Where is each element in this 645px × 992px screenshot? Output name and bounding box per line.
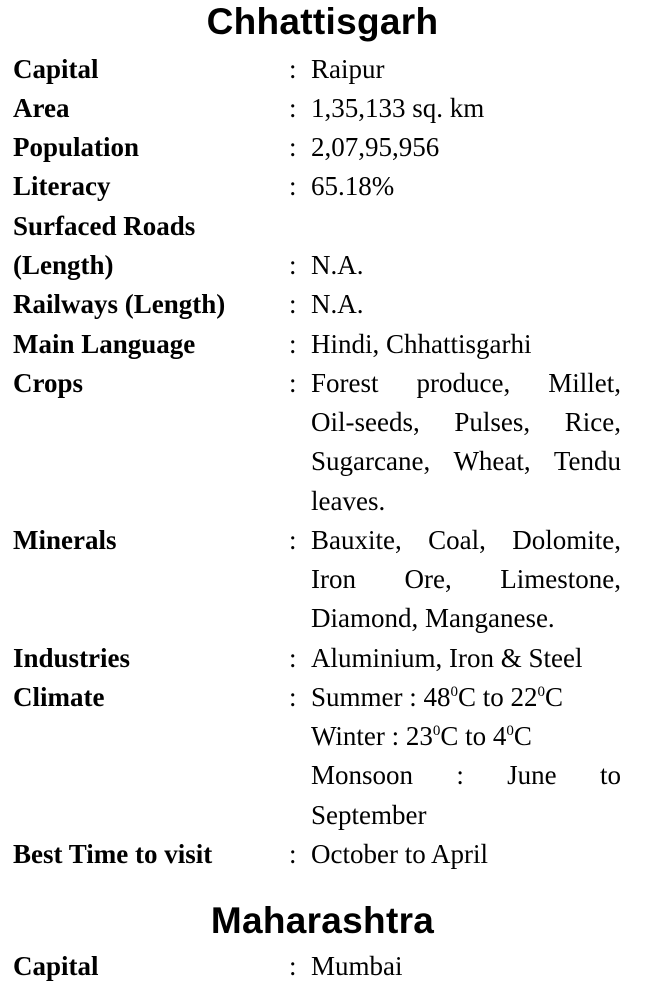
label-best-time: Best Time to visit bbox=[13, 839, 213, 869]
value-capital: Raipur bbox=[311, 54, 385, 84]
climate-summer: Summer : $48^0C$ to $22^0C$ bbox=[311, 682, 564, 712]
value-surfaced-roads: N.A. bbox=[311, 250, 364, 280]
label-minerals: Minerals bbox=[13, 525, 117, 555]
colon-separator: : bbox=[289, 839, 297, 869]
label-capital: Capital bbox=[13, 951, 99, 981]
label-literacy: Literacy bbox=[13, 171, 111, 201]
value-crops bbox=[311, 364, 621, 521]
crops-line: leaves. bbox=[311, 485, 386, 516]
value-minerals bbox=[311, 521, 621, 639]
value-climate bbox=[311, 678, 621, 835]
value-main-language: Hindi, Chhattisgarhi bbox=[311, 329, 532, 359]
label-population: Population bbox=[13, 132, 140, 162]
colon-separator: : bbox=[289, 643, 297, 673]
label-surfaced-roads-length: (Length) bbox=[13, 250, 114, 280]
colon-separator: : bbox=[289, 132, 297, 162]
colon-separator: : bbox=[289, 525, 297, 555]
label-capital: Capital bbox=[13, 54, 99, 84]
state-title-chhattisgarh: Chhattisgarh bbox=[206, 1, 439, 42]
colon-separator: : bbox=[289, 93, 297, 123]
value-area: 1,35,133 sq. km bbox=[311, 93, 485, 123]
crops-line: Oil-seeds, Pulses, Rice, bbox=[311, 407, 621, 438]
colon-separator: : bbox=[289, 951, 297, 981]
colon-separator: : bbox=[289, 329, 297, 359]
label-surfaced-roads: Surfaced Roads bbox=[13, 211, 196, 241]
minerals-line: Bauxite, Coal, Dolomite, bbox=[311, 525, 621, 555]
climate-winter: Winter : $23^0C$ to $4^0C$ bbox=[311, 721, 532, 752]
colon-separator: : bbox=[289, 54, 297, 84]
colon-separator: : bbox=[289, 171, 297, 201]
minerals-line: Diamond, Manganese. bbox=[311, 603, 555, 634]
value-population: 2,07,95,956 bbox=[311, 132, 440, 162]
label-area: Area bbox=[13, 93, 70, 123]
crops-line: Forest produce, Millet, bbox=[311, 368, 621, 398]
value-railways: N.A. bbox=[311, 289, 364, 319]
state-title-maharashtra: Maharashtra bbox=[210, 900, 435, 941]
colon-separator: : bbox=[289, 289, 297, 319]
label-railways: Railways (Length) bbox=[13, 289, 226, 319]
label-industries: Industries bbox=[13, 643, 131, 673]
label-main-language: Main Language bbox=[13, 329, 196, 359]
value-capital: Mumbai bbox=[311, 951, 403, 981]
value-industries: Aluminium, Iron & Steel bbox=[311, 643, 583, 673]
climate-monsoon-cont: September bbox=[311, 799, 427, 830]
minerals-line: Iron Ore, Limestone, bbox=[311, 564, 621, 595]
crops-line: Sugarcane, Wheat, Tendu bbox=[311, 446, 621, 477]
climate-monsoon: Monsoon : June to bbox=[311, 760, 621, 791]
label-climate: Climate bbox=[13, 682, 105, 712]
label-crops: Crops bbox=[13, 368, 84, 398]
colon-separator: : bbox=[289, 682, 297, 712]
value-best-time: October to April bbox=[311, 839, 488, 869]
colon-separator: : bbox=[289, 368, 297, 398]
value-literacy: 65.18% bbox=[311, 171, 395, 201]
colon-separator: : bbox=[289, 250, 297, 280]
